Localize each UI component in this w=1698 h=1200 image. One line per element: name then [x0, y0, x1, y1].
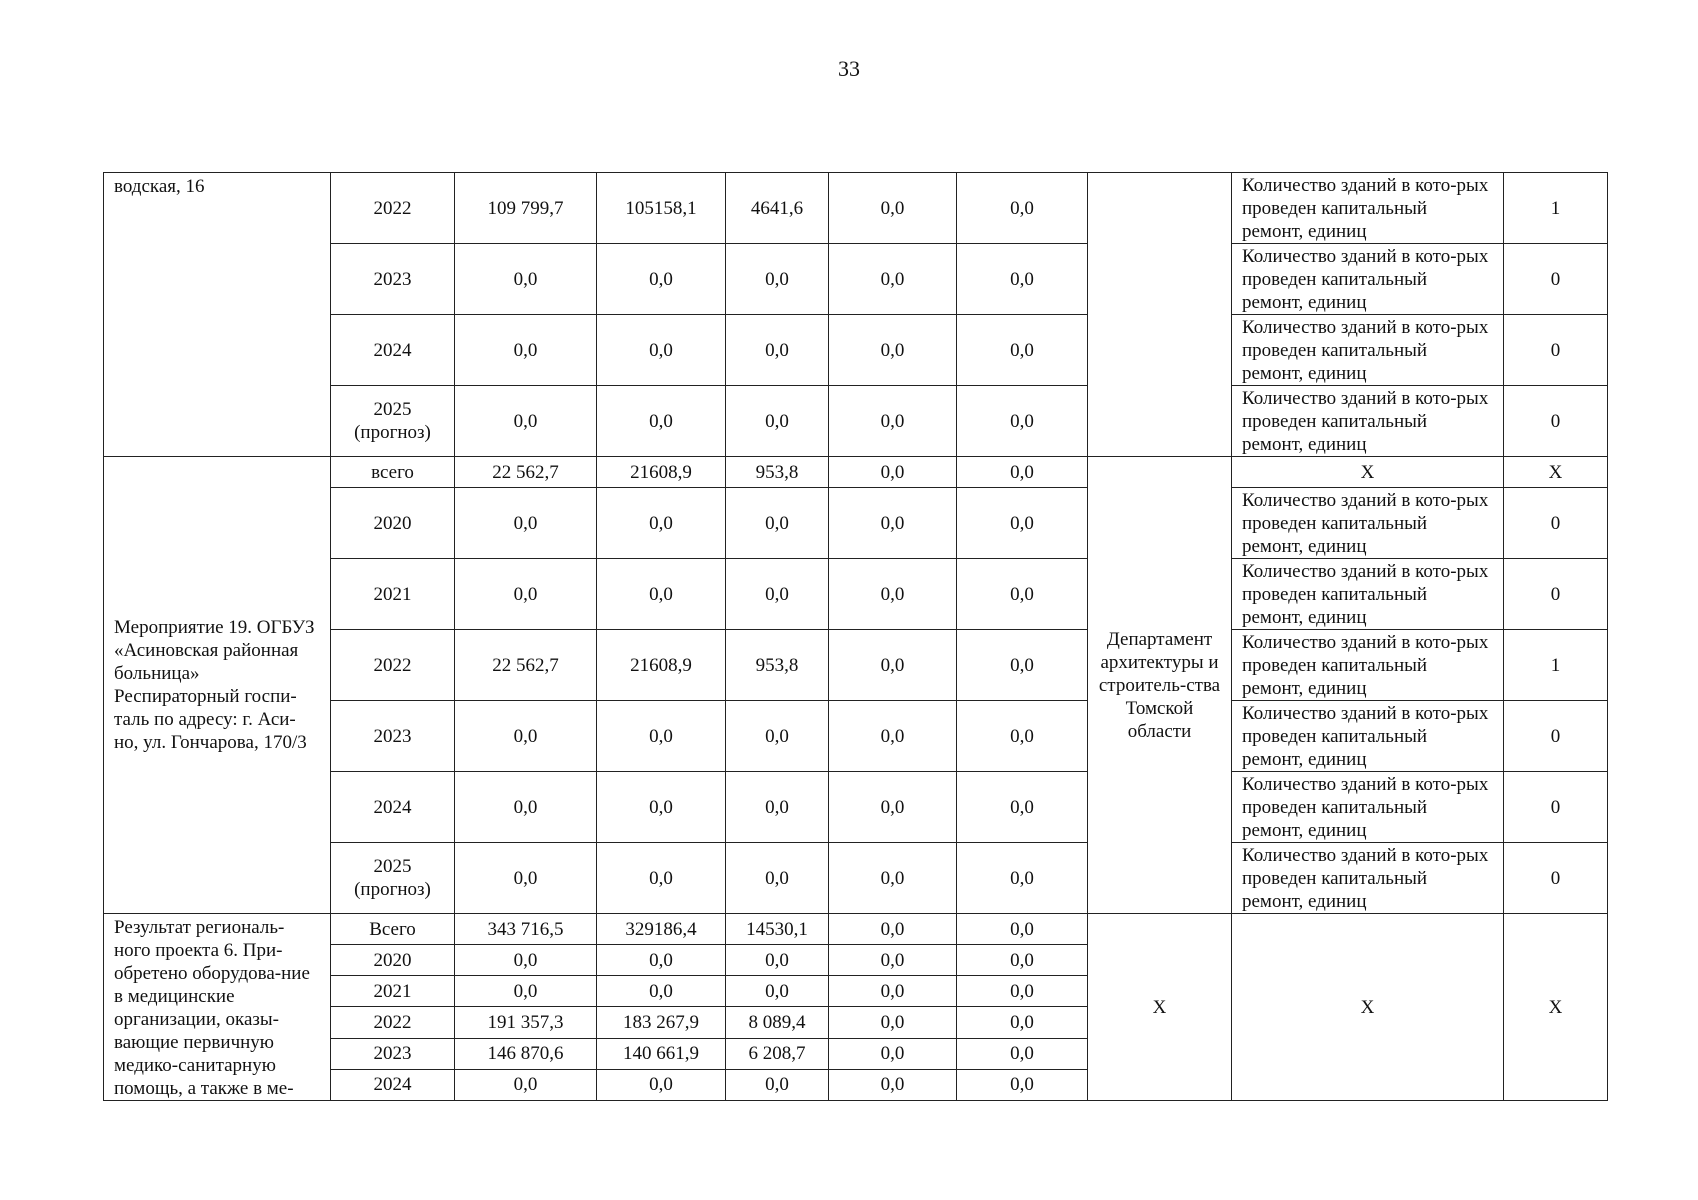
indicator-value-cell: 0	[1504, 843, 1608, 914]
indicator-cell: Количество зданий в кото-рых проведен капитальный ремонт, единиц	[1232, 488, 1504, 559]
year-cell: 2022	[331, 173, 455, 244]
regional-cell: 0,0	[726, 315, 829, 386]
other-cell: 0,0	[957, 914, 1088, 945]
indicator-value-cell: X	[1504, 914, 1608, 1101]
other-cell: 0,0	[957, 488, 1088, 559]
total-cell: 0,0	[455, 701, 597, 772]
federal-cell: 0,0	[597, 772, 726, 843]
indicator-cell: Количество зданий в кото-рых проведен капитальный ремонт, единиц	[1232, 386, 1504, 457]
page-number: 33	[838, 56, 860, 81]
total-cell: 0,0	[455, 244, 597, 315]
other-cell: 0,0	[957, 457, 1088, 488]
regional-cell: 4641,6	[726, 173, 829, 244]
local-cell: 0,0	[829, 914, 957, 945]
indicator-value-cell: 0	[1504, 701, 1608, 772]
federal-cell: 21608,9	[597, 630, 726, 701]
local-cell: 0,0	[829, 1038, 957, 1069]
total-cell: 22 562,7	[455, 630, 597, 701]
local-cell: 0,0	[829, 559, 957, 630]
federal-cell: 0,0	[597, 945, 726, 976]
regional-cell: 6 208,7	[726, 1038, 829, 1069]
indicator-cell: X	[1232, 457, 1504, 488]
total-cell: 146 870,6	[455, 1038, 597, 1069]
federal-cell: 21608,9	[597, 457, 726, 488]
other-cell: 0,0	[957, 701, 1088, 772]
year-cell: 2023	[331, 1038, 455, 1069]
year-cell: 2022	[331, 1007, 455, 1038]
indicator-cell: Количество зданий в кото-рых проведен капитальный ремонт, единиц	[1232, 772, 1504, 843]
year-cell: 2025 (прогноз)	[331, 386, 455, 457]
total-cell: 0,0	[455, 488, 597, 559]
other-cell: 0,0	[957, 1007, 1088, 1038]
year-cell: 2024	[331, 315, 455, 386]
indicator-cell: Количество зданий в кото-рых проведен капитальный ремонт, единиц	[1232, 244, 1504, 315]
federal-cell: 0,0	[597, 1069, 726, 1100]
regional-cell: 953,8	[726, 630, 829, 701]
year-cell: 2020	[331, 945, 455, 976]
program-table	[103, 172, 1608, 1101]
year-cell: 2023	[331, 701, 455, 772]
year-cell: Всего	[331, 914, 455, 945]
other-cell: 0,0	[957, 315, 1088, 386]
other-cell: 0,0	[957, 772, 1088, 843]
regional-cell: 0,0	[726, 701, 829, 772]
indicator-value-cell: X	[1504, 457, 1608, 488]
indicator-value-cell: 0	[1504, 244, 1608, 315]
regional-cell: 0,0	[726, 843, 829, 914]
local-cell: 0,0	[829, 488, 957, 559]
total-cell: 109 799,7	[455, 173, 597, 244]
regional-cell: 0,0	[726, 386, 829, 457]
indicator-cell: Количество зданий в кото-рых проведен капитальный ремонт, единиц	[1232, 173, 1504, 244]
local-cell: 0,0	[829, 315, 957, 386]
federal-cell: 0,0	[597, 386, 726, 457]
local-cell: 0,0	[829, 386, 957, 457]
local-cell: 0,0	[829, 173, 957, 244]
other-cell: 0,0	[957, 386, 1088, 457]
total-cell: 0,0	[455, 976, 597, 1007]
local-cell: 0,0	[829, 772, 957, 843]
total-cell: 0,0	[455, 559, 597, 630]
federal-cell: 105158,1	[597, 173, 726, 244]
year-cell: 2021	[331, 559, 455, 630]
indicator-cell: Количество зданий в кото-рых проведен капитальный ремонт, единиц	[1232, 843, 1504, 914]
indicator-cell: Количество зданий в кото-рых проведен капитальный ремонт, единиц	[1232, 559, 1504, 630]
local-cell: 0,0	[829, 244, 957, 315]
year-cell: всего	[331, 457, 455, 488]
regional-cell: 0,0	[726, 244, 829, 315]
local-cell: 0,0	[829, 630, 957, 701]
table-row	[104, 173, 1608, 244]
local-cell: 0,0	[829, 701, 957, 772]
year-cell: 2023	[331, 244, 455, 315]
other-cell: 0,0	[957, 173, 1088, 244]
federal-cell: 0,0	[597, 315, 726, 386]
other-cell: 0,0	[957, 559, 1088, 630]
other-cell: 0,0	[957, 976, 1088, 1007]
other-cell: 0,0	[957, 244, 1088, 315]
year-cell: 2020	[331, 488, 455, 559]
federal-cell: 140 661,9	[597, 1038, 726, 1069]
local-cell: 0,0	[829, 843, 957, 914]
table-row	[104, 914, 1608, 945]
total-cell: 0,0	[455, 843, 597, 914]
regional-cell: 0,0	[726, 559, 829, 630]
indicator-cell: X	[1232, 914, 1504, 1101]
executor-cell	[1088, 173, 1232, 457]
indicator-value-cell: 0	[1504, 315, 1608, 386]
total-cell: 0,0	[455, 386, 597, 457]
total-cell: 0,0	[455, 315, 597, 386]
other-cell: 0,0	[957, 843, 1088, 914]
total-cell: 0,0	[455, 1069, 597, 1100]
indicator-cell: Количество зданий в кото-рых проведен капитальный ремонт, единиц	[1232, 701, 1504, 772]
federal-cell: 0,0	[597, 976, 726, 1007]
total-cell: 22 562,7	[455, 457, 597, 488]
other-cell: 0,0	[957, 630, 1088, 701]
federal-cell: 0,0	[597, 701, 726, 772]
indicator-value-cell: 0	[1504, 772, 1608, 843]
measure-name-cell: водская, 16	[104, 173, 331, 457]
year-cell: 2022	[331, 630, 455, 701]
year-cell: 2024	[331, 1069, 455, 1100]
regional-cell: 0,0	[726, 1069, 829, 1100]
local-cell: 0,0	[829, 1007, 957, 1038]
federal-cell: 0,0	[597, 559, 726, 630]
federal-cell: 0,0	[597, 488, 726, 559]
local-cell: 0,0	[829, 976, 957, 1007]
total-cell: 0,0	[455, 772, 597, 843]
local-cell: 0,0	[829, 457, 957, 488]
year-cell: 2021	[331, 976, 455, 1007]
indicator-value-cell: 0	[1504, 559, 1608, 630]
federal-cell: 183 267,9	[597, 1007, 726, 1038]
regional-cell: 8 089,4	[726, 1007, 829, 1038]
result-name-cell: Результат региональ-ного проекта 6. При-обретено оборудова-ние в медицинские организации, оказы-вающие первичную медико-санитарную помощь, а также в ме-	[104, 914, 331, 1101]
regional-cell: 0,0	[726, 976, 829, 1007]
indicator-value-cell: 0	[1504, 488, 1608, 559]
federal-cell: 0,0	[597, 244, 726, 315]
indicator-value-cell: 1	[1504, 630, 1608, 701]
year-cell: 2024	[331, 772, 455, 843]
table-row	[104, 457, 1608, 488]
total-cell: 343 716,5	[455, 914, 597, 945]
total-cell: 0,0	[455, 945, 597, 976]
indicator-cell: Количество зданий в кото-рых проведен капитальный ремонт, единиц	[1232, 315, 1504, 386]
executor-cell: X	[1088, 914, 1232, 1101]
local-cell: 0,0	[829, 945, 957, 976]
federal-cell: 329186,4	[597, 914, 726, 945]
total-cell: 191 357,3	[455, 1007, 597, 1038]
executor-cell: Департамент архитектуры и строитель-ства Томской области	[1088, 457, 1232, 914]
indicator-value-cell: 1	[1504, 173, 1608, 244]
measure-name-cell: Мероприятие 19. ОГБУЗ «Асиновская районная больница» Респираторный госпи-таль по адресу: г. Аси-но, ул. Гончарова, 170/3	[104, 457, 331, 914]
indicator-value-cell: 0	[1504, 386, 1608, 457]
regional-cell: 0,0	[726, 488, 829, 559]
local-cell: 0,0	[829, 1069, 957, 1100]
regional-cell: 953,8	[726, 457, 829, 488]
federal-cell: 0,0	[597, 843, 726, 914]
year-cell: 2025 (прогноз)	[331, 843, 455, 914]
other-cell: 0,0	[957, 1038, 1088, 1069]
indicator-cell: Количество зданий в кото-рых проведен капитальный ремонт, единиц	[1232, 630, 1504, 701]
regional-cell: 0,0	[726, 772, 829, 843]
other-cell: 0,0	[957, 1069, 1088, 1100]
regional-cell: 14530,1	[726, 914, 829, 945]
other-cell: 0,0	[957, 945, 1088, 976]
regional-cell: 0,0	[726, 945, 829, 976]
